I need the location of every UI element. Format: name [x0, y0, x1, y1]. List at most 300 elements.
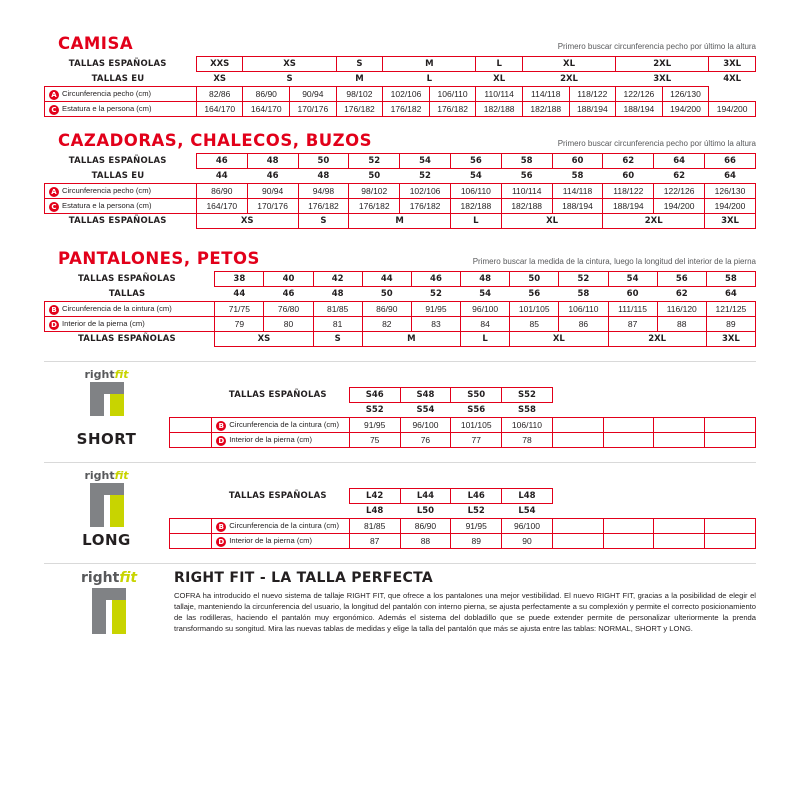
- measure-label: [212, 418, 350, 433]
- size-cell: 50: [368, 171, 381, 181]
- spacer-cell: [552, 388, 603, 403]
- measure-cell: 194/200: [662, 102, 709, 117]
- size-cell: 60: [622, 171, 635, 181]
- size-cell: M: [349, 214, 451, 229]
- pants-long-icon: [84, 483, 130, 529]
- size-cell: 66: [705, 154, 756, 169]
- measure-cell-empty: [552, 519, 603, 534]
- spacer-cell: [654, 403, 705, 418]
- measure-cell-empty: [705, 519, 756, 534]
- size-cell: 48: [317, 171, 330, 181]
- spacer-cell: [705, 504, 756, 519]
- measure-cell-empty: [705, 433, 756, 448]
- table-row: [170, 388, 756, 403]
- spacer-cell: [603, 403, 654, 418]
- bullet-b-icon: B: [216, 421, 226, 431]
- footer-title: RIGHT FIT - LA TALLA PERFECTA: [174, 570, 433, 586]
- table-row: [45, 302, 756, 317]
- divider: [44, 563, 756, 564]
- short-table: [169, 387, 756, 448]
- logo-right-text: right: [84, 368, 115, 381]
- measure-cell: 87: [608, 317, 657, 332]
- size-cell: 56: [528, 289, 541, 299]
- measure-text: Circunferencia de la cintura (cm): [229, 419, 340, 429]
- size-cell: M: [355, 74, 364, 84]
- spacer-cell: [212, 504, 350, 519]
- spacer-cell: [170, 403, 212, 418]
- size-cell: S56: [467, 405, 486, 415]
- size-cell: 46: [196, 154, 247, 169]
- measure-cell: 90: [502, 534, 553, 549]
- size-cell: S46: [349, 388, 400, 403]
- bullet-a-icon: A: [49, 90, 59, 100]
- row-label: TALLAS ESPAÑOLAS: [228, 390, 327, 400]
- size-cell: 48: [247, 154, 298, 169]
- measure-cell: 176/182: [429, 102, 476, 117]
- row-label: TALLAS ESPAÑOLAS: [228, 491, 327, 501]
- measure-cell: 91/95: [349, 418, 400, 433]
- measure-cell: 182/188: [522, 102, 569, 117]
- measure-cell: 98/102: [349, 184, 400, 199]
- spacer-cell: [654, 489, 705, 504]
- rightfit-logo: [81, 570, 137, 586]
- size-cell: 58: [577, 289, 590, 299]
- size-cell: 58: [501, 154, 552, 169]
- spacer-cell: [170, 504, 212, 519]
- spacer-cell: [603, 504, 654, 519]
- size-cell: 56: [657, 272, 706, 287]
- measure-cell-empty: [705, 418, 756, 433]
- size-cell: 52: [430, 289, 442, 299]
- size-cell: L: [450, 214, 501, 229]
- measure-cell: 122/126: [616, 87, 663, 102]
- size-cell: 3XL: [705, 214, 756, 229]
- table-row: [170, 504, 756, 519]
- size-cell: XL: [522, 57, 615, 72]
- measure-cell: 86/90: [400, 519, 451, 534]
- spacer-cell: [170, 489, 212, 504]
- table-row: [45, 332, 756, 347]
- measure-cell: 110/114: [501, 184, 552, 199]
- measure-cell: 85: [510, 317, 559, 332]
- measure-cell: 170/176: [290, 102, 337, 117]
- measure-cell-empty: [654, 433, 705, 448]
- row-label: TALLAS: [108, 288, 146, 299]
- measure-cell-empty: [170, 519, 212, 534]
- spacer-cell: [552, 403, 603, 418]
- size-cell: S48: [400, 388, 451, 403]
- size-cell: XL: [493, 74, 506, 84]
- size-cell: L: [426, 74, 432, 84]
- measure-cell-empty: [170, 534, 212, 549]
- measure-cell: 176/182: [383, 102, 430, 117]
- measure-cell: 86/90: [196, 184, 247, 199]
- size-cell: 54: [608, 272, 657, 287]
- rightfit-logo: [84, 368, 128, 381]
- rightfit-info-block: [44, 570, 756, 636]
- size-cell: 3XL: [653, 74, 672, 84]
- bullet-b-icon: B: [216, 522, 226, 532]
- measure-cell: 118/122: [603, 184, 654, 199]
- long-title: LONG: [82, 531, 131, 549]
- table-row: [170, 519, 756, 534]
- measure-cell: 91/95: [411, 302, 460, 317]
- size-cell: L50: [416, 506, 435, 516]
- measure-cell: 126/130: [705, 184, 756, 199]
- logo-fit-text: fit: [114, 469, 129, 482]
- table-row: [170, 489, 756, 504]
- measure-cell: 98/102: [336, 87, 383, 102]
- measure-cell-empty: [170, 418, 212, 433]
- measure-cell: 77: [451, 433, 502, 448]
- size-cell: XS: [215, 332, 313, 347]
- size-cell: 58: [706, 272, 755, 287]
- measure-cell: 79: [215, 317, 264, 332]
- size-cell: 40: [264, 272, 313, 287]
- size-cell: 56: [520, 171, 533, 181]
- measure-cell: 106/110: [429, 87, 476, 102]
- size-cell: 50: [510, 272, 559, 287]
- size-cell: 48: [331, 289, 344, 299]
- bullet-d-icon: D: [216, 436, 226, 446]
- measure-text: Interior de la pierna (cm): [62, 318, 145, 328]
- size-cell: XL: [510, 332, 608, 347]
- section-cazadoras: [44, 127, 756, 229]
- section-title: CAMISA: [58, 34, 134, 53]
- size-cell: 44: [233, 289, 246, 299]
- measure-cell: 102/106: [400, 184, 451, 199]
- measure-cell: 106/110: [502, 418, 553, 433]
- measure-cell: 96/100: [461, 302, 510, 317]
- size-cell: L52: [467, 506, 485, 516]
- section-long: [44, 469, 756, 549]
- measure-cell: 176/182: [400, 199, 451, 214]
- measure-cell: 114/118: [522, 87, 569, 102]
- table-row: [45, 72, 756, 87]
- measure-cell: 118/122: [569, 87, 616, 102]
- measure-cell: 71/75: [215, 302, 264, 317]
- spacer-cell: [705, 388, 756, 403]
- measure-cell-empty: [170, 433, 212, 448]
- size-cell: S: [336, 57, 383, 72]
- measure-cell: 89: [451, 534, 502, 549]
- measure-cell: 188/194: [616, 102, 663, 117]
- spacer-cell: [654, 388, 705, 403]
- measure-cell: 88: [400, 534, 451, 549]
- size-cell: S: [286, 74, 293, 84]
- logo-right-text: right: [80, 570, 120, 586]
- measure-cell: 110/114: [476, 87, 523, 102]
- size-cell: 3XL: [709, 57, 756, 72]
- measure-cell: 86/90: [362, 302, 411, 317]
- measure-cell: 106/110: [450, 184, 501, 199]
- size-cell: L44: [400, 489, 451, 504]
- bullet-c-icon: C: [49, 105, 59, 115]
- size-cell: S: [313, 332, 362, 347]
- measure-cell: 111/115: [608, 302, 657, 317]
- size-cell: L: [476, 57, 523, 72]
- pantalones-table: [44, 271, 756, 347]
- measure-text: Estatura e la persona (cm): [62, 200, 152, 210]
- measure-label: [212, 433, 350, 448]
- size-cell: 54: [469, 171, 482, 181]
- size-cell: 64: [724, 171, 736, 181]
- measure-cell-empty: [654, 519, 705, 534]
- size-cell: S52: [365, 405, 384, 415]
- size-cell: L48: [366, 506, 384, 516]
- table-row: [170, 433, 756, 448]
- measure-label: [212, 534, 350, 549]
- table-row: [170, 403, 756, 418]
- size-cell: XS: [213, 74, 227, 84]
- measure-cell: 182/188: [476, 102, 523, 117]
- measure-cell: 164/170: [196, 102, 243, 117]
- measure-cell: 126/130: [662, 87, 709, 102]
- size-cell: 58: [571, 171, 584, 181]
- table-row: [45, 272, 756, 287]
- size-cell: 3XL: [706, 332, 755, 347]
- measure-cell: 102/106: [383, 87, 430, 102]
- spacer-cell: [603, 489, 654, 504]
- table-row: [45, 154, 756, 169]
- measure-cell-empty: [552, 418, 603, 433]
- size-cell: S52: [502, 388, 553, 403]
- bullet-d-icon: D: [49, 320, 59, 330]
- size-cell: 2XL: [603, 214, 705, 229]
- bullet-d-icon: D: [216, 537, 226, 547]
- measure-label: [45, 302, 215, 317]
- rightfit-logo: [84, 469, 128, 482]
- size-cell: 4XL: [723, 74, 742, 85]
- size-cell: S58: [518, 405, 536, 415]
- measure-cell-empty: [709, 87, 756, 102]
- measure-cell: 76: [400, 433, 451, 448]
- size-cell: 2XL: [608, 332, 706, 347]
- section-header: [44, 127, 756, 153]
- row-label: TALLAS ESPAÑOLAS: [68, 216, 167, 227]
- size-cell: S: [298, 214, 349, 229]
- measure-cell: 82/86: [196, 87, 243, 102]
- measure-cell: 114/118: [552, 184, 603, 199]
- measure-cell: 121/125: [706, 302, 755, 317]
- measure-cell: 81: [313, 317, 362, 332]
- measure-cell: 194/200: [654, 199, 705, 214]
- measure-text: Circunferencia de la cintura (cm): [229, 520, 340, 530]
- measure-text: Circunferencia pecho (cm): [62, 185, 152, 195]
- size-cell: L: [461, 332, 510, 347]
- measure-cell: 80: [264, 317, 313, 332]
- measure-cell: 122/126: [654, 184, 705, 199]
- section-header: [44, 245, 756, 271]
- table-row: [170, 418, 756, 433]
- section-short: [44, 368, 756, 448]
- measure-label: [45, 199, 197, 214]
- measure-cell: 81/85: [313, 302, 362, 317]
- measure-text: Circunferencia pecho (cm): [62, 88, 152, 98]
- size-cell: XS: [196, 214, 298, 229]
- cazadoras-table: [44, 153, 756, 229]
- measure-cell: 176/182: [336, 102, 383, 117]
- logo-fit-text: fit: [114, 368, 129, 381]
- table-row: [45, 57, 756, 72]
- measure-cell: 106/110: [559, 302, 608, 317]
- spacer-cell: [603, 388, 654, 403]
- measure-cell: 176/182: [298, 199, 349, 214]
- size-cell: 52: [349, 154, 400, 169]
- measure-cell: 75: [349, 433, 400, 448]
- measure-label: [45, 184, 197, 199]
- measure-label: [45, 102, 197, 117]
- measure-cell-empty: [603, 418, 654, 433]
- row-label: TALLAS EU: [91, 170, 145, 181]
- size-cell: L48: [502, 489, 553, 504]
- size-cell: 62: [603, 154, 654, 169]
- size-cell: 60: [626, 289, 639, 299]
- long-table: [169, 488, 756, 549]
- measure-text: Interior de la pierna (cm): [229, 434, 313, 444]
- size-cell: 46: [411, 272, 460, 287]
- measure-cell: 81/85: [349, 519, 400, 534]
- size-cell: 46: [266, 171, 279, 181]
- size-cell: 60: [552, 154, 603, 169]
- size-cell: 48: [461, 272, 510, 287]
- size-cell: 54: [400, 154, 451, 169]
- size-cell: M: [362, 332, 460, 347]
- size-cell: 44: [362, 272, 411, 287]
- measure-cell: 87: [349, 534, 400, 549]
- spacer-cell: [170, 388, 212, 403]
- measure-cell: 101/105: [451, 418, 502, 433]
- measure-cell: 188/194: [569, 102, 616, 117]
- bullet-b-icon: B: [49, 305, 59, 315]
- measure-cell: 176/182: [349, 199, 400, 214]
- table-row: [45, 317, 756, 332]
- measure-cell-empty: [654, 534, 705, 549]
- measure-cell: 78: [502, 433, 553, 448]
- measure-text: Circunferencia de la cintura (cm): [62, 303, 172, 313]
- size-cell: L42: [349, 489, 400, 504]
- short-title: SHORT: [76, 430, 137, 448]
- camisa-table: [44, 56, 756, 117]
- spacer-cell: [654, 504, 705, 519]
- table-row: [170, 534, 756, 549]
- measure-label: [45, 317, 215, 332]
- measure-cell: 194/200: [705, 199, 756, 214]
- measure-cell: 91/95: [451, 519, 502, 534]
- size-cell: 50: [380, 289, 393, 299]
- size-cell: XL: [501, 214, 603, 229]
- size-cell: S54: [416, 405, 435, 415]
- logo-fit-text: fit: [119, 570, 138, 586]
- size-cell: 56: [450, 154, 501, 169]
- row-label: TALLAS ESPAÑOLAS: [68, 59, 167, 69]
- table-row: [45, 184, 756, 199]
- section-title: PANTALONES, PETOS: [58, 249, 260, 268]
- measure-cell-empty: [603, 534, 654, 549]
- measure-cell: 90/94: [290, 87, 337, 102]
- measure-cell: 188/194: [552, 199, 603, 214]
- size-cell: 52: [419, 171, 431, 181]
- measure-cell: 90/94: [247, 184, 298, 199]
- section-note: Primero buscar la medida de la cintura, luego la longitud del interior de la pierna: [472, 257, 756, 266]
- table-row: [45, 102, 756, 117]
- section-camisa: [44, 30, 756, 117]
- measure-text: Estatura e la persona (cm): [62, 103, 152, 113]
- measure-cell-empty: [603, 433, 654, 448]
- section-header: [44, 30, 756, 56]
- measure-cell: 96/100: [400, 418, 451, 433]
- divider: [44, 361, 756, 362]
- measure-cell-empty: [552, 534, 603, 549]
- section-note: Primero buscar circunferencia pecho por último la altura: [557, 42, 756, 51]
- measure-cell-empty: [603, 519, 654, 534]
- measure-cell-empty: [552, 433, 603, 448]
- measure-cell: 182/188: [501, 199, 552, 214]
- measure-cell: 94/98: [298, 184, 349, 199]
- table-row: [45, 169, 756, 184]
- measure-cell: 89: [706, 317, 755, 332]
- logo-right-text: right: [84, 469, 115, 482]
- section-pantalones: [44, 245, 756, 347]
- table-row: [45, 214, 756, 229]
- measure-cell: 101/105: [510, 302, 559, 317]
- size-cell: XXS: [196, 57, 243, 72]
- size-cell: 2XL: [616, 57, 709, 72]
- measure-cell: 88: [657, 317, 706, 332]
- size-cell: L46: [451, 489, 502, 504]
- size-cell: XS: [243, 57, 336, 72]
- measure-label: [212, 519, 350, 534]
- pants-short-icon: [84, 382, 130, 428]
- size-cell: 62: [675, 289, 688, 299]
- measure-cell: 82: [362, 317, 411, 332]
- size-cell: 54: [479, 289, 492, 299]
- measure-cell-empty: [654, 418, 705, 433]
- size-cell: 42: [313, 272, 362, 287]
- spacer-cell: [552, 489, 603, 504]
- measure-cell: 76/80: [264, 302, 313, 317]
- row-label: TALLAS ESPAÑOLAS: [77, 274, 176, 284]
- measure-label: [45, 87, 197, 102]
- size-cell: L54: [518, 506, 536, 516]
- measure-text: Interior de la pierna (cm): [229, 535, 313, 545]
- size-cell: 50: [298, 154, 349, 169]
- size-cell: 46: [282, 289, 295, 299]
- row-label: TALLAS ESPAÑOLAS: [77, 334, 176, 345]
- measure-cell: 170/176: [247, 199, 298, 214]
- bullet-c-icon: C: [49, 202, 59, 212]
- size-cell: 64: [724, 289, 737, 299]
- section-note: Primero buscar circunferencia pecho por último la altura: [557, 139, 756, 148]
- table-row: [45, 199, 756, 214]
- measure-cell: 164/170: [196, 199, 247, 214]
- measure-cell: 194/200: [709, 102, 756, 117]
- spacer-cell: [705, 403, 756, 418]
- size-cell: 2XL: [560, 74, 578, 84]
- footer-text: COFRA ha introducido el nuevo sistema de tallaje RIGHT FIT, que ofrece a los pantalones una mejor vestibilidad. El nuevo RIGHT FIT, gracias a la posibilidad de elegir el tallaje, manteniendo la circunferencia del usuario, la longitud del pantalón con interno pierna, se ajusta perfectamente a su complexión y permite el correcto posicionamiento de las rodilleras, haciendo el pantalón muy ergonómico. Además el sistema del dobladillo que se puede extender permite de personalizar ulteriormente la prenda transformando su songitud. Mira las nuevas tablas de medidas y elige la talla del pantalón que más se ajusta entre las tablas: NORMAL, SHORT y LONG.: [174, 591, 756, 633]
- size-cell: 44: [215, 171, 228, 181]
- measure-cell: 182/188: [450, 199, 501, 214]
- size-cell: 62: [673, 171, 686, 181]
- size-cell: S50: [451, 388, 502, 403]
- size-cell: M: [383, 57, 476, 72]
- table-row: [45, 87, 756, 102]
- spacer-cell: [212, 403, 350, 418]
- measure-cell: 83: [411, 317, 460, 332]
- size-cell: 52: [559, 272, 608, 287]
- measure-cell: 164/170: [243, 102, 290, 117]
- section-title: CAZADORAS, CHALECOS, BUZOS: [58, 131, 373, 150]
